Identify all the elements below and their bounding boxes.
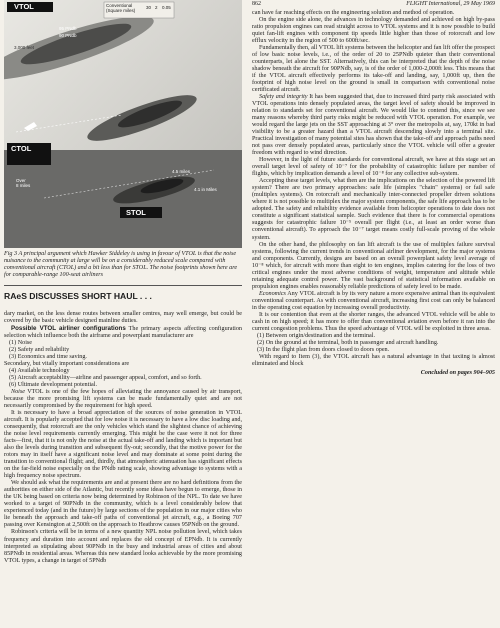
list-item: (5) Aircraft acceptability—airline and passenger appeal, comfort, and so forth. — [9, 375, 202, 382]
subheading: Economics — [259, 290, 286, 297]
scale-distance-label: 4.1 in Miles — [194, 187, 217, 192]
stol-distance-label: 4.5 miles — [172, 169, 191, 174]
list-item: (3) Economics and time saving. — [9, 354, 87, 361]
footprint-illustration — [4, 0, 242, 248]
paragraph-text: VTOL is one of the few hopes of alleviating the annoyance caused by air transport, because the more promising lift systems can be made fundamentally quiet and are not necessarily compromised by the requirement for high speed. — [4, 389, 242, 410]
page-number: 862 — [252, 1, 261, 7]
speed-areas-list — [252, 333, 495, 354]
paragraph: It is necessary to have a broad appreciation of the sources of noise generation in VTOL aircraft. It is popularly accepted that for low noise it is necessary to have a low disc loading and, consequently, that rotorcraft are the only vehicles which stand the slightest chance of achieving the noise level requirements currently emerging. This might be the case were it not for three facts—first, that it is not only the noise at the actual take-off and landing which is important but also the levels during transition and subsequent fly-out; secondly, that the motive power for the rotors may in itself have a significant noise level and may dominate at some point during the transition to conventional flight; and, thirdly, that atmospheric attenuation has significant effects on the far-field noise especially on the PNdb rating scale, showing advantage to systems with a high frequency noise spectrum. — [4, 410, 242, 480]
legend-value-vtol: 0.05 — [162, 5, 171, 10]
pndb-inner-label: 95 PNdb — [59, 26, 77, 31]
paragraph-text: Any VTOL aircraft is by its very nature a more expensive animal than its equivalent conventional counterpart. As with conventional aircraft, increasing first cost can only be balanced in the operating cost equation by increasing overall productivity. — [252, 290, 495, 311]
list-item: (2) Safety and reliability — [9, 347, 70, 354]
list-item: (3) In the flight plan from doors closed to doors open. — [257, 346, 390, 353]
paragraph: dary market, on the less dense routes between smaller centres, may well emerge, but could be covered by the basic vehicle designed mainline duties. — [4, 311, 242, 325]
legend-title: Conventional (Square miles) — [106, 3, 136, 13]
journal-title: FLIGHT International, 29 May 1969 — [406, 1, 495, 7]
continued-note: Concluded on pages 904–905 — [420, 369, 495, 376]
considerations-list — [4, 340, 242, 389]
paragraph: Robinson's criteria will be in terms of a new quantity NPL noise pollution level, which takes frequency and duration into account and replaces the old concept of EPNdb. It is currently interpreted as stipulating about 90PNdb in the busy and industrial areas of cities and about 85PNdb in residential areas. Whereas this new standard looks achievable by the more promising VTOL types, a change in target of 5PNdb — [4, 529, 242, 564]
list-item: (1) Noise — [9, 340, 33, 347]
legend-value-ctol: 30 — [146, 5, 152, 10]
section-divider — [4, 285, 242, 286]
subheading: Noise — [11, 389, 25, 396]
paragraph: On the engine side alone, the advances in technology demanded and achieved on high by-pass ratio propulsion engines can read straight across to VTOL systems and it is now possible to build quiet fan-lift engines with component tip speeds little higher than those of rotorcraft and low efflux velocity in the region of 500 to 600ft/sec. — [252, 17, 495, 45]
paragraph-text: It has been suggested that, due to increased third party risk associated with VTOL operations into densely populated areas, the target level of safety should be improved in relation to standards set for conventional aircraft. We would like to contend this, since we see many reasons whereby third party risks might be reduced with VTOL operation. For example, we would regard the large jets on the SST approaching at 3° over the metropolis at, say, 170kt in bad visibility to be a greater hazard than a VTOL aircraft descending slowly into a terminal site. Practical investigation of many potential sites has shown that the take-off and approach paths need not pass over densely populated areas, particularly since the VTOL vehicle will offer a greater freedom with regard to wind direction. — [252, 94, 495, 157]
paragraph: We should ask what the requirements are and at present there are no hard definitions from the authorities on either side of the Atlantic, but recently some ideas have begun to emerge, those in the UK being based on criteria now being determined by Robinson of the NPL. To date we have worked to a target of 90PNdb in the community, which is a level considerably below that experienced today (and in the future) by large sections of the population in our major cities who lie beneath the approach and take-off paths of conventional jet aircraft, e.g., a Boeing 707 passing over Kensington at 2,500ft on the approach to Heathrow causes 95PNdb on the ground. — [4, 480, 242, 529]
right-column — [252, 0, 495, 377]
list-item: (1) Between origin/destination and the terminal. — [257, 332, 376, 339]
left-column — [4, 0, 242, 565]
legend-value-stol: 2 — [155, 5, 158, 10]
paragraph: It is our contention that even at the shorter ranges, the advanced VTOL vehicle will be able to cash in on high speed; it has more to offer than conventional aviation even before it ran into the current congestion problems. Thus the speed advantage of VTOL will be exploited in three areas. — [252, 311, 495, 332]
list-item: (6) Ultimate development potential. — [9, 382, 97, 389]
list-item: (4) Available technology — [9, 368, 70, 375]
list-item: (2) On the ground at the terminal, both in passenger and aircraft handling. — [257, 339, 439, 346]
figure-caption: Fig 3 A principal argument which Hawker Siddeley is using in favour of VTOL is that the noise nuisance to the community at large will be on a considerably reduced scale compared with conventional aircraft (CTOL) and a bit less than for STOL. The noise footprints shown here are for comparable-range 100-seat airliners — [4, 251, 238, 278]
vtol-label: VTOL — [14, 2, 34, 11]
stol-label: STOL — [126, 208, 146, 217]
ctol-distance-label: Over 8 miles — [16, 178, 31, 188]
paragraph: can have far reaching effects on the engineering solution and method of operation. — [252, 10, 455, 16]
noise-footprint-figure — [4, 0, 242, 248]
altitude-label: 3,000 feet — [14, 45, 35, 50]
subheading: Possible VTOL airliner configurations — [11, 325, 126, 333]
list-item: Secondary, but vitally important considerations are — [4, 361, 130, 368]
article-heading: RAeS DISCUSSES SHORT HAUL . . . — [4, 291, 152, 301]
running-header — [252, 0, 495, 10]
subheading: Safety and integrity — [259, 94, 308, 101]
paragraph-text: The primary aspects affecting configuration selection which influence both the airframe and powerplant manufacturer are — [4, 326, 242, 340]
paragraph: With regard to Item (3), the VTOL aircraft has a natural advantage in that taxiing is almost eliminated and block — [252, 353, 495, 367]
paragraph: Accepting these target levels, what then are the implications on the selection of the powered lift system? There are two primary approaches: safe life (simplex "chain" systems) or fail safe (multiplex systems). On rotorcraft and mechanically inter-connected propeller driven solutions where it is not possible to multiplex the major system components, the safe life approach has to be adopted. The safety and reliability evidence available from helicopter operations to date does not constitute a significant statistical sample. Such evidence that there is for commercial operations suggests for catastrophic failure 10⁻⁵ overall per flight (i.e., at least an order worse than conventional aircraft). To approach the 10⁻⁷ target means costly full-scale proving of the whole system. — [252, 178, 495, 241]
paragraph: Fundamentally then, all VTOL lift systems between the helicopter and fan lift offer the prospect of low basic noise levels, i.e., of the order of 20 to 25PNdb quieter than their conventional counterparts, let alone the SST. Alternatively, this can be interpreted that the depth of the noise shadow beneath the aircraft for 90PNdb, say, is of the order of 1,000-2,000ft less. This means that if the VTOL aircraft effectively performs its take-off and landing, say, 1,000ft up, then the footprint of high noise level on the ground is small in comparison with conventional noise certificated aircraft. — [252, 45, 495, 94]
pndb-outer-label: 90 PNdb — [59, 33, 77, 38]
paragraph: On the other hand, the philosophy on fan lift aircraft is the use of multiplex failure survival systems, following the current trends in conventional airliner development, for the major systems and components. Currently, designs are based on an overall powerplant safety level average of 10⁻⁸ which, for aircraft with more than eight to ten engines, implies catering for the loss of two critical engines under the most adverse conditions of weight, temperature and altitude while retaining adequate control power. The vast background of statistical information available on propulsion engines enables reasonably reliable predictions of safety level to be made. — [252, 241, 495, 290]
paragraph: However, in the light of future standards for conventional aircraft, we have at this stage set an overall target level of safety of 10⁻⁷ for the probability of catastrophic failure per number of flights, which by implication demands a level of 10⁻⁸ for any collective sub-system. — [252, 157, 495, 178]
ctol-label: CTOL — [11, 144, 32, 153]
